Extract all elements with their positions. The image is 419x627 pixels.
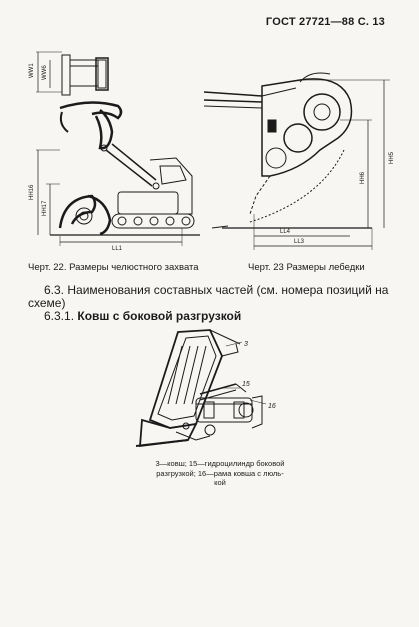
label-ww1: WW1 [29,63,35,78]
figure-22-caption: Черт. 22. Размеры челюстного захвата [28,262,199,273]
label-ll3: LL3 [294,239,305,245]
frame-label-16: 16 [268,403,276,410]
label-hh5: HH5 [389,151,395,164]
legend-line1: 3—ковш; 15—гидроцилиндр боковой [155,459,285,468]
label-ll1: LL1 [112,246,123,252]
section-heading-line1: 6.3. Наименования составных частей (см. номера позиций на [44,283,389,297]
subsection-number: 6.3.1. [44,309,75,323]
legend-line2: разгрузкой; 16—рама ковша с люль- [156,468,284,478]
label-ll4: LL4 [280,229,291,235]
bucket-legend [140,459,300,488]
label-ww6: WW6 [42,65,48,80]
figure-23-caption: Черт. 23 Размеры лебедки [248,262,365,273]
section-heading-line2: схеме) [28,296,66,310]
subsection-title: Ковш с боковой разгрузкой [77,309,242,323]
label-hh6: HH6 [360,171,366,184]
cylinder-label-15: 15 [242,381,250,388]
label-hh17: HH17 [42,200,48,216]
bucket-label-3: 3 [244,341,248,348]
page-header: ГОСТ 27721—88 С. 13 [265,16,385,28]
legend-line3: кой [214,478,226,487]
label-hh16: HH16 [29,184,35,200]
